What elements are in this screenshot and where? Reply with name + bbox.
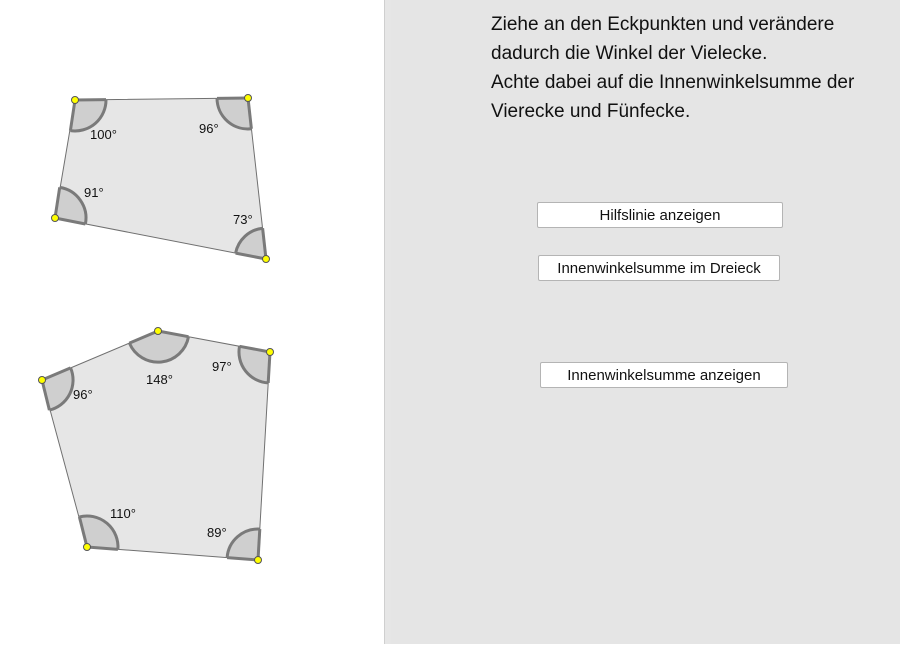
angle-label-q2: 96° [199, 121, 219, 136]
vertex-point[interactable] [39, 377, 46, 384]
algebra-panel [391, 0, 900, 644]
show-angle-sum-button[interactable]: Innenwinkelsumme anzeigen [540, 362, 788, 388]
vertex-point[interactable] [52, 215, 59, 222]
vertex-point[interactable] [84, 544, 91, 551]
angle-label-p2: 148° [146, 372, 173, 387]
angle-label-p3: 97° [212, 359, 232, 374]
pentagon [39, 328, 274, 564]
geometry-canvas[interactable] [0, 0, 384, 644]
show-helper-line-button[interactable]: Hilfslinie anzeigen [537, 202, 783, 228]
instruction-line: Achte dabei auf die Innenwinkelsumme der [491, 68, 891, 97]
vertex-point[interactable] [255, 557, 262, 564]
vertex-point[interactable] [263, 256, 270, 263]
pentagon-shape [42, 331, 270, 560]
triangle-angle-sum-button[interactable]: Innenwinkelsumme im Dreieck [538, 255, 780, 281]
vertex-point[interactable] [245, 95, 252, 102]
angle-label-p1: 96° [73, 387, 93, 402]
instructions-text [491, 10, 891, 126]
instruction-line: Ziehe an den Eckpunkten und verändere [491, 10, 891, 39]
angle-label-q3: 91° [84, 185, 104, 200]
geometry-svg [0, 0, 384, 644]
angle-label-p5: 89° [207, 525, 227, 540]
instruction-line: dadurch die Winkel der Vielecke. [491, 39, 891, 68]
vertex-point[interactable] [267, 349, 274, 356]
instruction-line: Vierecke und Fünfecke. [491, 97, 891, 126]
angle-label-p4: 110° [110, 506, 136, 521]
quadrilateral [52, 95, 270, 263]
angle-label-q1: 100° [90, 127, 117, 142]
vertex-point[interactable] [72, 97, 79, 104]
vertex-point[interactable] [155, 328, 162, 335]
angle-label-q4: 73° [233, 212, 253, 227]
panel-divider[interactable] [384, 0, 391, 644]
